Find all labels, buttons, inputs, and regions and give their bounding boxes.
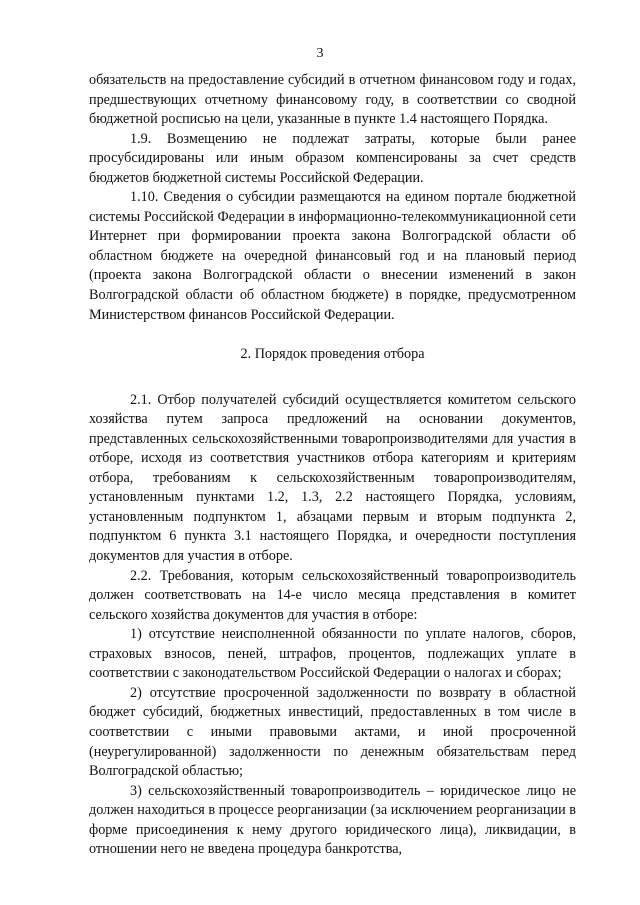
list-item-3: 3) сельскохозяйственный товаропроизводитель – юридическое лицо не должен находиться в процессе реорганизации (за исключением реорганизации в форме присоединения к нему другого юридического лица), ликвидации, в отношении него не введена процедура банкротства,: [89, 782, 576, 858]
page-number: 3: [316, 46, 324, 61]
paragraph-continuation: обязательств на предоставление субсидий в отчетном финансовом году и годах, предшествующих отчетному финансовому году, в соответствии со сводной бюджетной росписью на цели, указанные в пункте 1.4 настоящего Порядка.: [89, 72, 576, 128]
paragraph-2-2: 2.2. Требования, которым сельскохозяйственный товаропроизводитель должен соответствовать на 14-е число месяца представления в комитет сельского хозяйства документов для участия в отборе:: [89, 567, 576, 623]
paragraph-1-10: 1.10. Сведения о субсидии размещаются на едином портале бюджетной системы Российской Федерации в информационно-телекоммуникационной сети Интернет при формировании проекта закона Волгоградской области об областном бюджете на очередной финансовый год и на плановый период (проекта закона Волгоградской области о внесении изменений в закон Волгоградской области об областном бюджете) в порядке, предусмотренном Министерством финансов Российской Федерации.: [89, 189, 576, 323]
section-heading: 2. Порядок проведения отбора: [240, 346, 425, 363]
paragraph-2-1: 2.1. Отбор получателей субсидий осуществляется комитетом сельского хозяйства путем запроса предложений на основании документов, представленных сельскохозяйственными товаропроизводителями для участия в отборе, исходя из соответствия участников отбора категориям и критериям отбора, требованиям к сельскохозяйственным товаропроизводителям, установленным пунктами 1.2, 1.3, 2.2 настоящего Порядка, условиям, установленным подпунктом 1, абзацами первым и вторым подпункта 2, подпунктом 6 пункта 3.1 настоящего Порядка, и очередности поступления документов для участия в отборе.: [89, 391, 576, 565]
paragraph-1-9: 1.9. Возмещению не подлежат затраты, которые были ранее просубсидированы или иным образом компенсированы за счет средств бюджетов бюджетной системы Российской Федерации.: [89, 130, 576, 186]
list-item-2: 2) отсутствие просроченной задолженности по возврату в областной бюджет субсидий, бюджетных инвестиций, предоставленных в том числе в соответствии с иными правовыми актами, и иной просроченной (неурегулированной) задолженности по денежным обязательствам перед Волгоградской областью;: [89, 684, 576, 780]
document-body: [89, 71, 576, 860]
list-item-1: 1) отсутствие неисполненной обязанности по уплате налогов, сборов, страховых взносов, пеней, штрафов, процентов, подлежащих уплате в соответствии с законодательством Российской Федерации о налогах и сборах;: [89, 626, 576, 682]
